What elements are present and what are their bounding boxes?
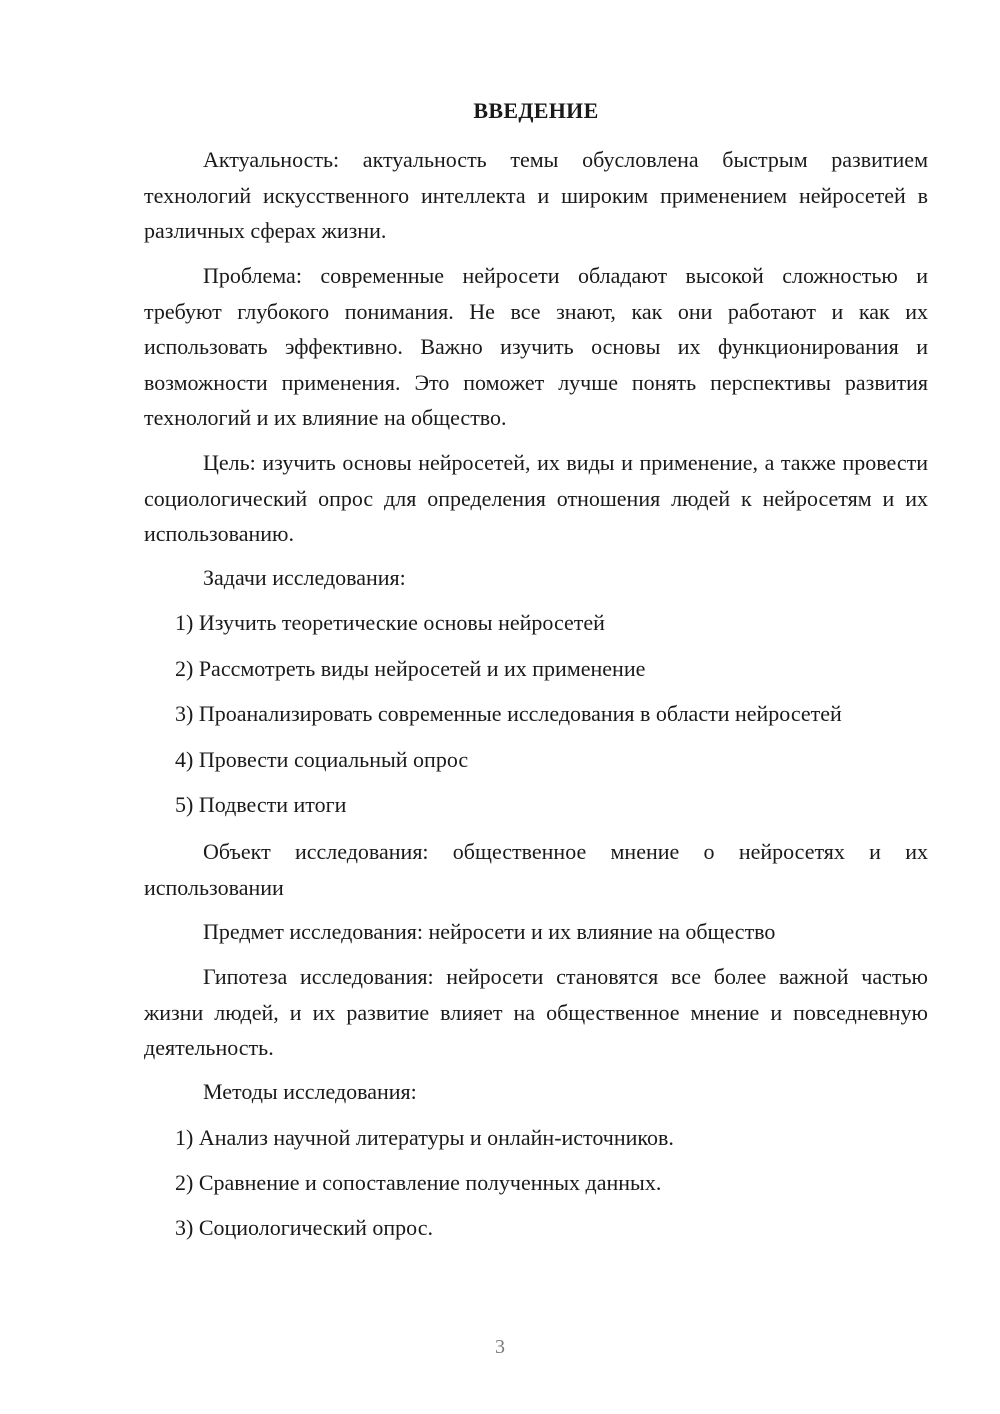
task-item: 3) Проанализировать современные исследования в области нейросетей — [175, 701, 842, 726]
tasks-heading: Задачи исследования: — [203, 565, 406, 590]
task-item: 5) Подвести итоги — [175, 792, 347, 817]
method-item: 2) Сравнение и сопоставление полученных данных. — [175, 1170, 662, 1195]
subject-paragraph: Предмет исследования: нейросети и их влияние на общество — [203, 919, 776, 944]
task-item: 1) Изучить теоретические основы нейросетей — [175, 610, 605, 635]
page-number: 3 — [495, 1336, 505, 1358]
methods-heading: Методы исследования: — [203, 1079, 417, 1104]
task-item: 4) Провести социальный опрос — [175, 747, 469, 772]
page-title: ВВЕДЕНИЕ — [473, 98, 599, 123]
relevance-paragraph: Актуальность: актуальность темы обусловлена быстрым развитием технологий искусственного интеллекта и широким применением нейросетей в различных сферах жизни. — [144, 147, 928, 243]
hypothesis-paragraph: Гипотеза исследования: нейросети становятся все более важной частью жизни людей, и их развитие влияет на общественное мнение и повседневную деятельность. — [144, 964, 928, 1060]
goal-paragraph: Цель: изучить основы нейросетей, их виды и применение, а также провести социологический опрос для определения отношения людей к нейросетям и их использованию. — [144, 450, 928, 546]
object-paragraph: Объект исследования: общественное мнение о нейросетях и их использовании — [144, 839, 928, 900]
task-item: 2) Рассмотреть виды нейросетей и их применение — [175, 656, 646, 681]
method-item: 1) Анализ научной литературы и онлайн-источников. — [175, 1125, 674, 1150]
method-item: 3) Социологический опрос. — [175, 1215, 433, 1240]
problem-paragraph: Проблема: современные нейросети обладают высокой сложностью и требуют глубокого понимания. Не все знают, как они работают и как их использовать эффективно. Важно изучить основы их функционирования и возможности применения. Это поможет лучше понять перспективы развития технологий и их влияние на общество. — [144, 263, 928, 430]
